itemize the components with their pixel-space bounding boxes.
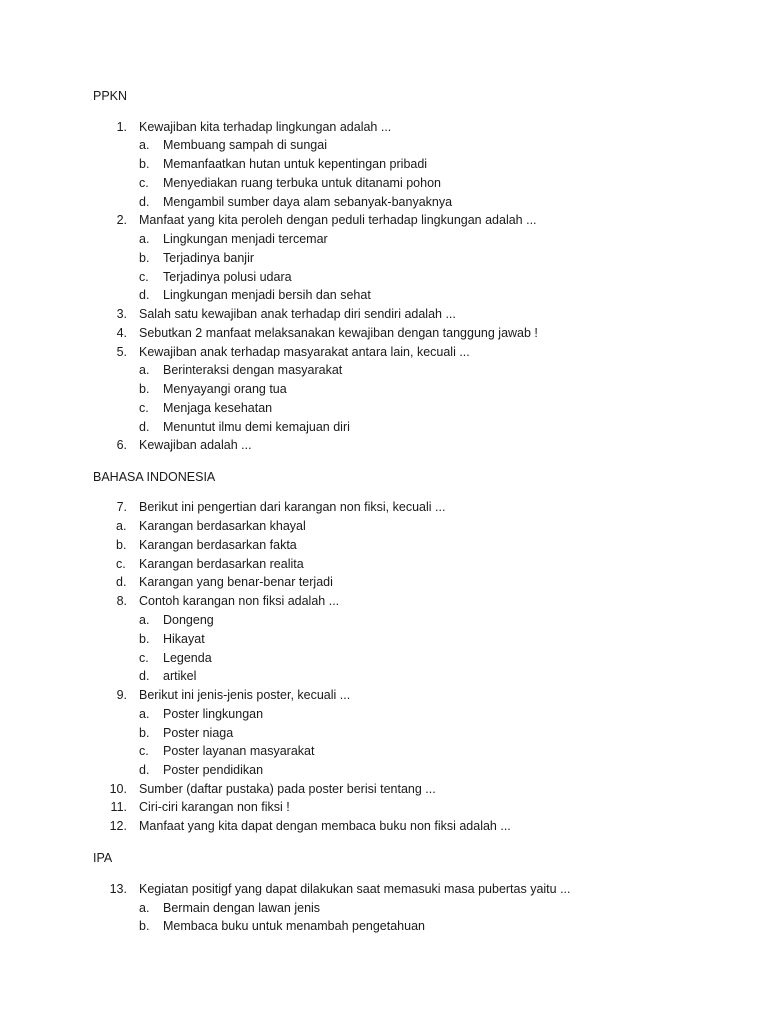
option-text: Karangan yang benar-benar terjadi xyxy=(139,575,333,589)
section-heading-bahasa-indonesia: BAHASA INDONESIA xyxy=(93,470,216,484)
option-letter: d. xyxy=(139,195,150,209)
option-text: artikel xyxy=(163,669,197,683)
option-text: Menjaga kesehatan xyxy=(163,401,273,415)
option-letter: c. xyxy=(139,744,149,758)
question-text: Sebutkan 2 manfaat melaksanakan kewajiban dengan tanggung jawab ! xyxy=(139,326,538,340)
option-text: Poster layanan masyarakat xyxy=(163,744,315,758)
option-letter: c. xyxy=(139,176,149,190)
option-letter: a. xyxy=(139,613,150,627)
question-number: 2. xyxy=(116,213,127,227)
option-letter: b. xyxy=(139,919,150,933)
option-letter: d. xyxy=(139,288,150,302)
option-letter: b. xyxy=(139,632,150,646)
question-text: Kegiatan positigf yang dapat dilakukan saat memasuki masa pubertas yaitu ... xyxy=(139,882,571,896)
question-text: Ciri-ciri karangan non fiksi ! xyxy=(139,800,290,814)
option-text: Lingkungan menjadi bersih dan sehat xyxy=(163,288,371,302)
question-number: 8. xyxy=(116,594,127,608)
option-text: Poster niaga xyxy=(163,726,234,740)
option-letter: d. xyxy=(139,669,150,683)
question-number: 3. xyxy=(116,307,127,321)
question-number: 11. xyxy=(110,800,127,814)
option-text: Menyayangi orang tua xyxy=(163,382,287,396)
option-letter: a. xyxy=(139,138,150,152)
option-text: Bermain dengan lawan jenis xyxy=(163,901,321,915)
option-letter: d. xyxy=(139,420,150,434)
section-heading-ppkn: PPKN xyxy=(93,89,128,103)
option-text: Poster lingkungan xyxy=(163,707,264,721)
question-text: Berikut ini pengertian dari karangan non fiksi, kecuali ... xyxy=(139,500,446,514)
option-letter: b. xyxy=(116,538,127,552)
question-number: 1. xyxy=(116,120,127,134)
option-text: Karangan berdasarkan khayal xyxy=(139,519,306,533)
question-text: Manfaat yang kita dapat dengan membaca buku non fiksi adalah ... xyxy=(139,819,511,833)
question-number: 9. xyxy=(116,688,127,702)
option-letter: d. xyxy=(116,575,127,589)
question-number: 7. xyxy=(116,500,127,514)
option-text: Hikayat xyxy=(163,632,205,646)
option-text: Karangan berdasarkan fakta xyxy=(139,538,297,552)
option-text: Menyediakan ruang terbuka untuk ditanami pohon xyxy=(163,176,441,190)
option-text: Poster pendidikan xyxy=(163,763,264,777)
question-text: Berikut ini jenis-jenis poster, kecuali ... xyxy=(139,688,351,702)
option-letter: b. xyxy=(139,157,150,171)
option-text: Memanfaatkan hutan untuk kepentingan pribadi xyxy=(163,157,428,171)
question-text: Sumber (daftar pustaka) pada poster berisi tentang ... xyxy=(139,782,436,796)
option-text: Mengambil sumber daya alam sebanyak-banyaknya xyxy=(163,195,453,209)
option-letter: d. xyxy=(139,763,150,777)
question-number: 5. xyxy=(116,345,127,359)
question-text: Salah satu kewajiban anak terhadap diri sendiri adalah ... xyxy=(139,307,456,321)
option-letter: b. xyxy=(139,251,150,265)
option-letter: c. xyxy=(139,270,149,284)
question-text: Manfaat yang kita peroleh dengan peduli terhadap lingkungan adalah ... xyxy=(139,213,537,227)
option-text: Terjadinya banjir xyxy=(163,251,255,265)
option-text: Berinteraksi dengan masyarakat xyxy=(163,363,343,377)
option-text: Lingkungan menjadi tercemar xyxy=(163,232,328,246)
section-heading-ipa: IPA xyxy=(93,851,113,865)
question-number: 6. xyxy=(116,438,127,452)
question-text: Kewajiban adalah ... xyxy=(139,438,252,452)
option-text: Membuang sampah di sungai xyxy=(163,138,327,152)
question-number: 12. xyxy=(109,819,127,833)
option-letter: b. xyxy=(139,726,150,740)
option-letter: a. xyxy=(116,519,127,533)
question-number: 13. xyxy=(109,882,127,896)
option-text: Menuntut ilmu demi kemajuan diri xyxy=(163,420,350,434)
question-number: 10. xyxy=(109,782,127,796)
option-letter: b. xyxy=(139,382,150,396)
question-text: Kewajiban kita terhadap lingkungan adalah ... xyxy=(139,120,392,134)
option-letter: a. xyxy=(139,232,150,246)
option-letter: a. xyxy=(139,901,150,915)
question-text: Kewajiban anak terhadap masyarakat antara lain, kecuali ... xyxy=(139,345,470,359)
option-text: Dongeng xyxy=(163,613,214,627)
option-text: Legenda xyxy=(163,651,212,665)
option-letter: a. xyxy=(139,707,150,721)
option-letter: c. xyxy=(116,557,126,571)
option-letter: c. xyxy=(139,401,149,415)
option-letter: c. xyxy=(139,651,149,665)
option-text: Membaca buku untuk menambah pengetahuan xyxy=(163,919,425,933)
option-letter: a. xyxy=(139,363,150,377)
option-text: Terjadinya polusi udara xyxy=(163,270,292,284)
question-text: Contoh karangan non fiksi adalah ... xyxy=(139,594,340,608)
option-text: Karangan berdasarkan realita xyxy=(139,557,304,571)
question-number: 4. xyxy=(116,326,127,340)
